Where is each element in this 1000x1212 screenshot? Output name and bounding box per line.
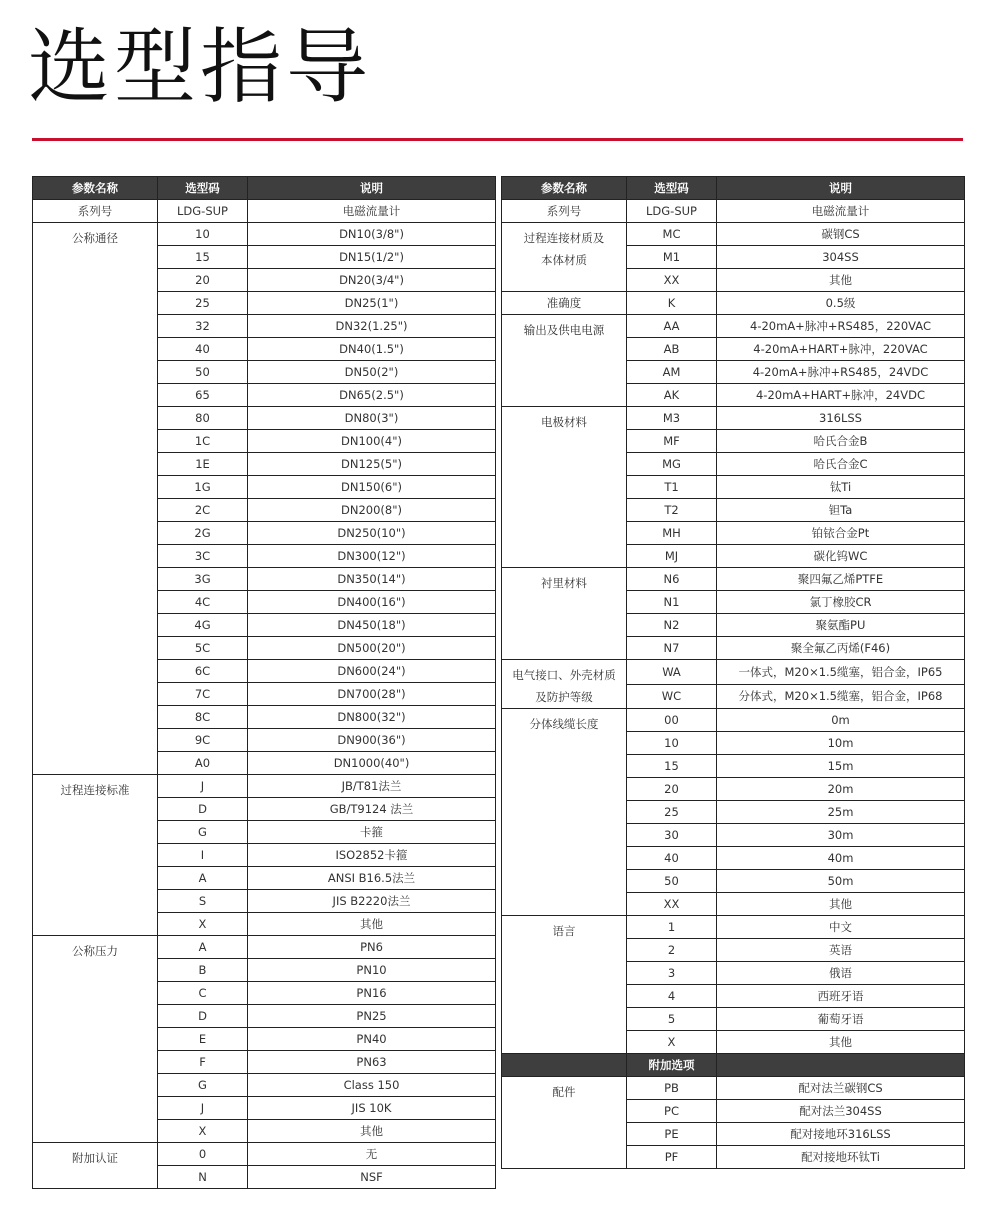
code-cell: 32 bbox=[158, 315, 248, 338]
desc-cell: 配对接地环钛Ti bbox=[717, 1146, 965, 1169]
code-cell: F bbox=[158, 1051, 248, 1074]
code-cell: 2G bbox=[158, 522, 248, 545]
desc-cell: 哈氏合金B bbox=[717, 430, 965, 453]
code-cell: 15 bbox=[158, 246, 248, 269]
desc-cell: JIS B2220法兰 bbox=[248, 890, 496, 913]
code-cell: 1E bbox=[158, 453, 248, 476]
desc-cell: 聚氨酯PU bbox=[717, 614, 965, 637]
code-cell: 4C bbox=[158, 591, 248, 614]
desc-cell: 其他 bbox=[248, 913, 496, 936]
desc-cell: PN25 bbox=[248, 1005, 496, 1028]
desc-cell: 西班牙语 bbox=[717, 985, 965, 1008]
desc-cell: 配对法兰304SS bbox=[717, 1100, 965, 1123]
desc-cell: PN63 bbox=[248, 1051, 496, 1074]
code-cell: 25 bbox=[158, 292, 248, 315]
desc-cell: ISO2852卡箍 bbox=[248, 844, 496, 867]
desc-cell: DN250(10") bbox=[248, 522, 496, 545]
extra-options-blank bbox=[502, 1054, 627, 1077]
code-cell: X bbox=[158, 913, 248, 936]
code-cell: T1 bbox=[627, 476, 717, 499]
desc-cell: 0.5级 bbox=[717, 292, 965, 315]
param-name-cell: 过程连接标准 bbox=[33, 775, 158, 936]
code-cell: E bbox=[158, 1028, 248, 1051]
desc-cell: 316LSS bbox=[717, 407, 965, 430]
code-cell: XX bbox=[627, 269, 717, 292]
desc-cell: 4-20mA+脉冲+RS485，24VDC bbox=[717, 361, 965, 384]
code-cell: PE bbox=[627, 1123, 717, 1146]
desc-cell: 电磁流量计 bbox=[717, 200, 965, 223]
desc-cell: DN500(20") bbox=[248, 637, 496, 660]
code-cell: 40 bbox=[158, 338, 248, 361]
desc-cell: 配对接地环316LSS bbox=[717, 1123, 965, 1146]
param-name-cell: 系列号 bbox=[33, 200, 158, 223]
table-row bbox=[33, 1143, 496, 1166]
desc-cell: DN15(1/2") bbox=[248, 246, 496, 269]
param-name-cell: 准确度 bbox=[502, 292, 627, 315]
code-cell: 1G bbox=[158, 476, 248, 499]
code-cell: 15 bbox=[627, 755, 717, 778]
desc-cell: 钽Ta bbox=[717, 499, 965, 522]
desc-cell: 碳化钨WC bbox=[717, 545, 965, 568]
table-row bbox=[502, 407, 965, 430]
code-cell: MJ bbox=[627, 545, 717, 568]
code-cell: D bbox=[158, 1005, 248, 1028]
header-desc: 说明 bbox=[248, 177, 496, 200]
code-cell: AB bbox=[627, 338, 717, 361]
selection-table-left bbox=[32, 176, 496, 1189]
code-cell: 80 bbox=[158, 407, 248, 430]
code-cell: 8C bbox=[158, 706, 248, 729]
extra-options-header-row bbox=[502, 1054, 965, 1077]
desc-cell: 分体式，M20×1.5缆塞，铝合金，IP68 bbox=[717, 684, 965, 709]
table-row bbox=[502, 1077, 965, 1100]
code-cell: LDG-SUP bbox=[158, 200, 248, 223]
desc-cell: PN40 bbox=[248, 1028, 496, 1051]
desc-cell: 25m bbox=[717, 801, 965, 824]
code-cell: J bbox=[158, 1097, 248, 1120]
table-row bbox=[502, 200, 965, 223]
code-cell: 50 bbox=[158, 361, 248, 384]
table-row bbox=[502, 660, 965, 685]
desc-cell: 其他 bbox=[717, 893, 965, 916]
code-cell: B bbox=[158, 959, 248, 982]
code-cell: WA bbox=[627, 660, 717, 685]
desc-cell: 10m bbox=[717, 732, 965, 755]
code-cell: N6 bbox=[627, 568, 717, 591]
desc-cell: 葡萄牙语 bbox=[717, 1008, 965, 1031]
code-cell: MF bbox=[627, 430, 717, 453]
code-cell: 00 bbox=[627, 709, 717, 732]
header-desc: 说明 bbox=[717, 177, 965, 200]
desc-cell: JIS 10K bbox=[248, 1097, 496, 1120]
table-row bbox=[502, 292, 965, 315]
extra-options-blank bbox=[717, 1054, 965, 1077]
code-cell: PF bbox=[627, 1146, 717, 1169]
desc-cell: 聚全氟乙丙烯(F46) bbox=[717, 637, 965, 660]
code-cell: N bbox=[158, 1166, 248, 1189]
code-cell: 6C bbox=[158, 660, 248, 683]
table-row bbox=[33, 936, 496, 959]
code-cell: 2C bbox=[158, 499, 248, 522]
param-name-cell: 公称通径 bbox=[33, 223, 158, 775]
extra-options-label: 附加选项 bbox=[627, 1054, 717, 1077]
desc-cell: 其他 bbox=[248, 1120, 496, 1143]
param-name-cell: 分体线缆长度 bbox=[502, 709, 627, 916]
desc-cell: PN10 bbox=[248, 959, 496, 982]
desc-cell: 304SS bbox=[717, 246, 965, 269]
code-cell: G bbox=[158, 1074, 248, 1097]
desc-cell: 4-20mA+HART+脉冲，220VAC bbox=[717, 338, 965, 361]
page-title: 选型指导 bbox=[28, 20, 373, 115]
desc-cell: DN25(1") bbox=[248, 292, 496, 315]
code-cell: 20 bbox=[627, 778, 717, 801]
param-name-cell: 电气接口、外壳材质 及防护等级 bbox=[502, 660, 627, 709]
desc-cell: 氯丁橡胶CR bbox=[717, 591, 965, 614]
table-row bbox=[502, 568, 965, 591]
code-cell: 3 bbox=[627, 962, 717, 985]
desc-cell: 30m bbox=[717, 824, 965, 847]
desc-cell: GB/T9124 法兰 bbox=[248, 798, 496, 821]
code-cell: 40 bbox=[627, 847, 717, 870]
header-code: 选型码 bbox=[627, 177, 717, 200]
desc-cell: 一体式，M20×1.5缆塞，铝合金，IP65 bbox=[717, 660, 965, 685]
table-row bbox=[33, 223, 496, 246]
desc-cell: 钛Ti bbox=[717, 476, 965, 499]
desc-cell: 中文 bbox=[717, 916, 965, 939]
desc-cell: NSF bbox=[248, 1166, 496, 1189]
desc-cell: Class 150 bbox=[248, 1074, 496, 1097]
desc-cell: DN80(3") bbox=[248, 407, 496, 430]
header-code: 选型码 bbox=[158, 177, 248, 200]
table-row bbox=[33, 775, 496, 798]
code-cell: AM bbox=[627, 361, 717, 384]
code-cell: 25 bbox=[627, 801, 717, 824]
code-cell: T2 bbox=[627, 499, 717, 522]
param-name-cell: 附加认证 bbox=[33, 1143, 158, 1189]
desc-cell: 40m bbox=[717, 847, 965, 870]
code-cell: 3C bbox=[158, 545, 248, 568]
desc-cell: PN6 bbox=[248, 936, 496, 959]
desc-cell: 4-20mA+HART+脉冲，24VDC bbox=[717, 384, 965, 407]
code-cell: K bbox=[627, 292, 717, 315]
param-name-cell: 衬里材料 bbox=[502, 568, 627, 660]
code-cell: 5 bbox=[627, 1008, 717, 1031]
code-cell: AK bbox=[627, 384, 717, 407]
desc-cell: DN125(5") bbox=[248, 453, 496, 476]
desc-cell: 其他 bbox=[717, 269, 965, 292]
desc-cell: DN10(3/8") bbox=[248, 223, 496, 246]
code-cell: LDG-SUP bbox=[627, 200, 717, 223]
table-row bbox=[502, 709, 965, 732]
table-row bbox=[502, 315, 965, 338]
desc-cell: 4-20mA+脉冲+RS485，220VAC bbox=[717, 315, 965, 338]
code-cell: 9C bbox=[158, 729, 248, 752]
desc-cell: 哈氏合金C bbox=[717, 453, 965, 476]
code-cell: X bbox=[158, 1120, 248, 1143]
desc-cell: DN20(3/4") bbox=[248, 269, 496, 292]
desc-cell: DN1000(40") bbox=[248, 752, 496, 775]
param-name-cell: 过程连接材质及 本体材质 bbox=[502, 223, 627, 292]
code-cell: 1C bbox=[158, 430, 248, 453]
code-cell: 10 bbox=[627, 732, 717, 755]
desc-cell: DN40(1.5") bbox=[248, 338, 496, 361]
code-cell: M1 bbox=[627, 246, 717, 269]
code-cell: 2 bbox=[627, 939, 717, 962]
desc-cell: 卡箍 bbox=[248, 821, 496, 844]
param-name-cell: 公称压力 bbox=[33, 936, 158, 1143]
code-cell: M3 bbox=[627, 407, 717, 430]
desc-cell: 其他 bbox=[717, 1031, 965, 1054]
param-name-cell: 输出及供电电源 bbox=[502, 315, 627, 407]
code-cell: 1 bbox=[627, 916, 717, 939]
code-cell: 5C bbox=[158, 637, 248, 660]
code-cell: J bbox=[158, 775, 248, 798]
code-cell: I bbox=[158, 844, 248, 867]
code-cell: 65 bbox=[158, 384, 248, 407]
desc-cell: 15m bbox=[717, 755, 965, 778]
desc-cell: 英语 bbox=[717, 939, 965, 962]
code-cell: MC bbox=[627, 223, 717, 246]
desc-cell: DN900(36") bbox=[248, 729, 496, 752]
desc-cell: 电磁流量计 bbox=[248, 200, 496, 223]
desc-cell: DN800(32") bbox=[248, 706, 496, 729]
desc-cell: DN100(4") bbox=[248, 430, 496, 453]
desc-cell: 碳钢CS bbox=[717, 223, 965, 246]
code-cell: A0 bbox=[158, 752, 248, 775]
desc-cell: JB/T81法兰 bbox=[248, 775, 496, 798]
code-cell: G bbox=[158, 821, 248, 844]
code-cell: PB bbox=[627, 1077, 717, 1100]
code-cell: N2 bbox=[627, 614, 717, 637]
code-cell: N7 bbox=[627, 637, 717, 660]
table-row bbox=[33, 200, 496, 223]
desc-cell: 铂铱合金Pt bbox=[717, 522, 965, 545]
code-cell: S bbox=[158, 890, 248, 913]
code-cell: MH bbox=[627, 522, 717, 545]
param-name-cell: 系列号 bbox=[502, 200, 627, 223]
param-name-cell: 配件 bbox=[502, 1077, 627, 1169]
param-name-cell: 电极材料 bbox=[502, 407, 627, 568]
code-cell: N1 bbox=[627, 591, 717, 614]
desc-cell: DN50(2") bbox=[248, 361, 496, 384]
code-cell: D bbox=[158, 798, 248, 821]
desc-cell: 无 bbox=[248, 1143, 496, 1166]
desc-cell: DN700(28") bbox=[248, 683, 496, 706]
desc-cell: DN400(16") bbox=[248, 591, 496, 614]
desc-cell: 聚四氟乙烯PTFE bbox=[717, 568, 965, 591]
code-cell: 3G bbox=[158, 568, 248, 591]
desc-cell: PN16 bbox=[248, 982, 496, 1005]
desc-cell: DN600(24") bbox=[248, 660, 496, 683]
desc-cell: DN150(6") bbox=[248, 476, 496, 499]
code-cell: WC bbox=[627, 684, 717, 709]
code-cell: A bbox=[158, 867, 248, 890]
code-cell: C bbox=[158, 982, 248, 1005]
desc-cell: 20m bbox=[717, 778, 965, 801]
selection-table-right bbox=[501, 176, 965, 1169]
desc-cell: 0m bbox=[717, 709, 965, 732]
code-cell: 20 bbox=[158, 269, 248, 292]
table-row bbox=[502, 223, 965, 246]
code-cell: PC bbox=[627, 1100, 717, 1123]
desc-cell: DN300(12") bbox=[248, 545, 496, 568]
desc-cell: DN350(14") bbox=[248, 568, 496, 591]
code-cell: 30 bbox=[627, 824, 717, 847]
desc-cell: DN450(18") bbox=[248, 614, 496, 637]
title-divider bbox=[32, 138, 963, 141]
code-cell: 4 bbox=[627, 985, 717, 1008]
desc-cell: DN200(8") bbox=[248, 499, 496, 522]
code-cell: 4G bbox=[158, 614, 248, 637]
code-cell: MG bbox=[627, 453, 717, 476]
header-param: 参数名称 bbox=[33, 177, 158, 200]
code-cell: 0 bbox=[158, 1143, 248, 1166]
desc-cell: DN32(1.25") bbox=[248, 315, 496, 338]
desc-cell: 俄语 bbox=[717, 962, 965, 985]
desc-cell: ANSI B16.5法兰 bbox=[248, 867, 496, 890]
code-cell: 7C bbox=[158, 683, 248, 706]
code-cell: AA bbox=[627, 315, 717, 338]
param-name-cell: 语言 bbox=[502, 916, 627, 1054]
table-row bbox=[502, 916, 965, 939]
code-cell: 10 bbox=[158, 223, 248, 246]
header-param: 参数名称 bbox=[502, 177, 627, 200]
code-cell: A bbox=[158, 936, 248, 959]
desc-cell: 50m bbox=[717, 870, 965, 893]
desc-cell: 配对法兰碳钢CS bbox=[717, 1077, 965, 1100]
code-cell: XX bbox=[627, 893, 717, 916]
desc-cell: DN65(2.5") bbox=[248, 384, 496, 407]
code-cell: 50 bbox=[627, 870, 717, 893]
code-cell: X bbox=[627, 1031, 717, 1054]
